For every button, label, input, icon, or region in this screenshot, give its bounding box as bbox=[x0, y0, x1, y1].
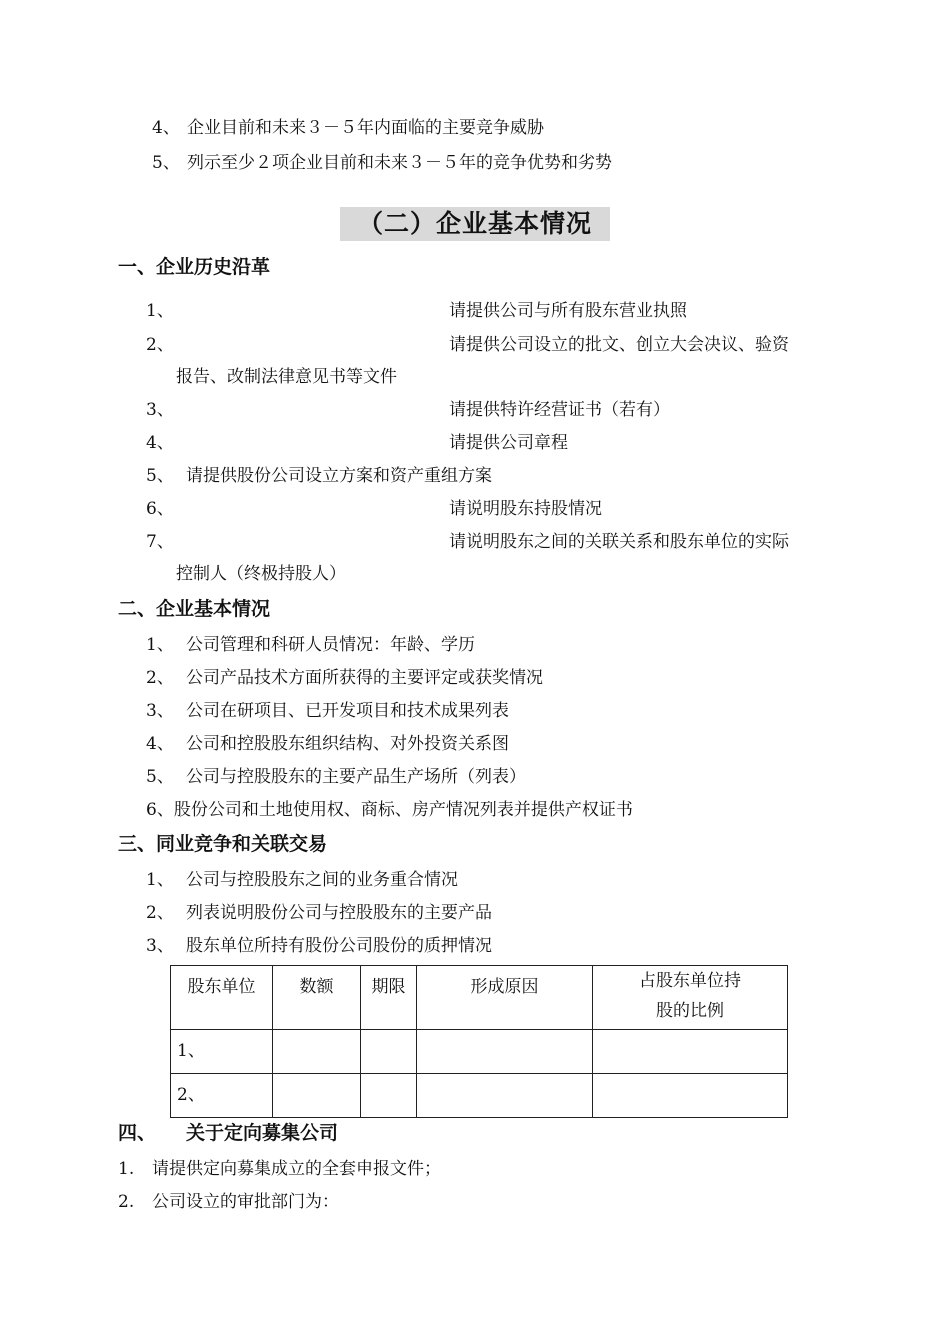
item-text: 请说明股东持股情况 bbox=[449, 499, 602, 519]
item-number: 5、 bbox=[146, 466, 174, 486]
item-text-continued: 报告、改制法律意见书等文件 bbox=[176, 367, 397, 387]
list-item bbox=[118, 1158, 441, 1180]
column-header: 形成原因 bbox=[417, 966, 593, 1030]
table-cell bbox=[361, 1074, 417, 1118]
list-item bbox=[146, 733, 509, 755]
list-item bbox=[146, 799, 633, 821]
item-text: 请提供定向募集成立的全套申报文件； bbox=[152, 1159, 441, 1179]
item-number: 1、 bbox=[146, 635, 174, 655]
table-cell bbox=[593, 1074, 788, 1118]
list-item bbox=[146, 465, 492, 487]
item-text: 请提供股份公司设立方案和资产重组方案 bbox=[186, 466, 492, 486]
table-cell bbox=[417, 1030, 593, 1074]
item-text: 公司管理和科研人员情况：年龄、学历 bbox=[186, 635, 475, 655]
list-item bbox=[152, 117, 544, 139]
table-cell bbox=[417, 1074, 593, 1118]
table-row bbox=[171, 1074, 788, 1118]
section-heading bbox=[118, 1121, 338, 1145]
list-item bbox=[146, 766, 526, 788]
item-text: 公司与控股股东之间的业务重合情况 bbox=[186, 870, 458, 890]
item-number: 1、 bbox=[146, 301, 174, 321]
item-number: 2、 bbox=[146, 903, 174, 923]
item-number: 4、 bbox=[146, 433, 174, 453]
item-text: 请说明股东之间的关联关系和股东单位的实际 bbox=[449, 532, 789, 552]
section-heading-number: 四、 bbox=[118, 1122, 157, 1144]
list-item bbox=[146, 667, 543, 689]
page-title: （二）企业基本情况 bbox=[357, 209, 592, 238]
section-heading: 三、同业竞争和关联交易 bbox=[118, 833, 328, 855]
item-text: 公司与控股股东的主要产品生产场所（列表） bbox=[186, 767, 526, 787]
list-item bbox=[146, 700, 509, 722]
column-header: 期限 bbox=[361, 966, 417, 1030]
item-text: 请提供公司与所有股东营业执照 bbox=[449, 301, 687, 321]
item-text: 请提供特许经营证书（若有） bbox=[449, 400, 670, 420]
list-item bbox=[146, 634, 475, 656]
item-text: 公司和控股股东组织结构、对外投资关系图 bbox=[186, 734, 509, 754]
item-number: 6、 bbox=[146, 800, 174, 820]
item-number: 1. bbox=[118, 1159, 135, 1179]
item-number: 2、 bbox=[146, 335, 174, 355]
item-number: 1、 bbox=[146, 870, 174, 890]
item-text: 公司产品技术方面所获得的主要评定或获奖情况 bbox=[186, 668, 543, 688]
item-text: 请提供公司章程 bbox=[449, 433, 568, 453]
column-header: 股东单位 bbox=[171, 966, 273, 1030]
table-header-row bbox=[171, 966, 788, 1030]
table-cell bbox=[593, 1030, 788, 1074]
table-cell: 2、 bbox=[171, 1074, 273, 1118]
item-text: 请提供公司设立的批文、创立大会决议、验资 bbox=[449, 335, 789, 355]
item-text: 列表说明股份公司与控股股东的主要产品 bbox=[186, 903, 492, 923]
item-text: 列示至少２项企业目前和未来３－５年的竞争优势和劣势 bbox=[187, 153, 612, 173]
item-text-continued: 控制人（终极持股人） bbox=[176, 564, 346, 584]
column-header: 数额 bbox=[273, 966, 361, 1030]
item-number: 4、 bbox=[152, 118, 180, 138]
list-item bbox=[118, 1191, 339, 1213]
section-heading: 一、企业历史沿革 bbox=[118, 256, 271, 278]
list-item bbox=[146, 869, 458, 891]
item-text: 股份公司和土地使用权、商标、房产情况列表并提供产权证书 bbox=[173, 800, 633, 820]
section-heading-text: 关于定向募集公司 bbox=[186, 1122, 339, 1144]
item-text: 公司在研项目、已开发项目和技术成果列表 bbox=[186, 701, 509, 721]
table-cell bbox=[273, 1030, 361, 1074]
section-heading: 二、企业基本情况 bbox=[118, 598, 271, 620]
item-number: 3、 bbox=[146, 936, 174, 956]
item-number: 2、 bbox=[146, 668, 174, 688]
pledge-table bbox=[170, 965, 788, 1118]
column-header-line: 股的比例 bbox=[656, 1001, 724, 1021]
item-number: 4、 bbox=[146, 734, 174, 754]
table-cell: 1、 bbox=[171, 1030, 273, 1074]
list-item bbox=[146, 935, 492, 957]
column-header bbox=[593, 966, 788, 1030]
item-number: 7、 bbox=[146, 532, 174, 552]
item-text: 公司设立的审批部门为： bbox=[152, 1192, 339, 1212]
table-row bbox=[171, 1030, 788, 1074]
item-number: 5、 bbox=[146, 767, 174, 787]
item-number: 6、 bbox=[146, 499, 174, 519]
item-number: 3、 bbox=[146, 701, 174, 721]
item-number: 3、 bbox=[146, 400, 174, 420]
list-item bbox=[146, 902, 492, 924]
item-text: 股东单位所持有股份公司股份的质押情况 bbox=[186, 936, 492, 956]
item-text: 企业目前和未来３－５年内面临的主要竞争威胁 bbox=[187, 118, 544, 138]
list-item bbox=[152, 152, 612, 174]
column-header-line: 占股东单位持 bbox=[639, 971, 741, 991]
item-number: 5、 bbox=[152, 153, 180, 173]
table-cell bbox=[273, 1074, 361, 1118]
table-cell bbox=[361, 1030, 417, 1074]
item-number: 2. bbox=[118, 1192, 135, 1212]
